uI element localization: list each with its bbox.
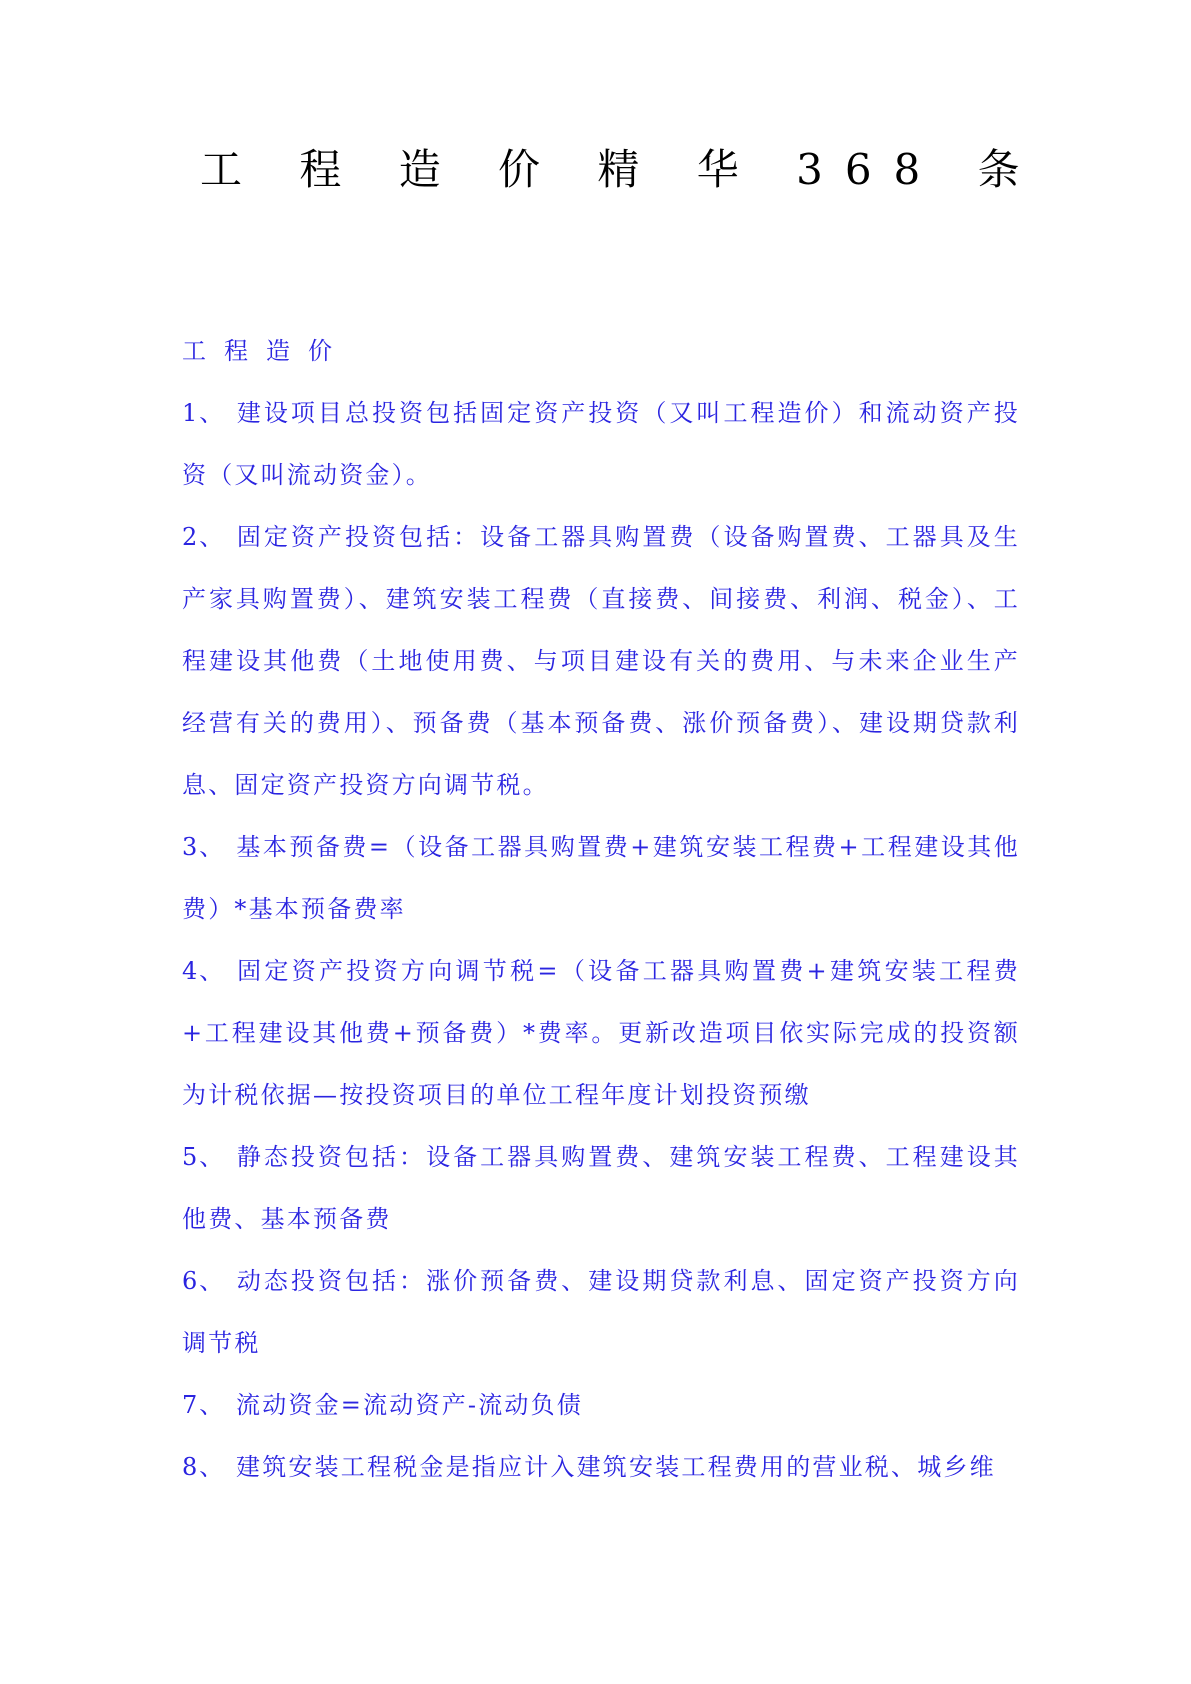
item-text: 基本预备费=（设备工器具购置费+建筑安装工程费+工程建设其他费）*基本预备费率 bbox=[182, 833, 1020, 923]
item-text: 动态投资包括：涨价预备费、建设期贷款利息、固定资产投资方向调节税 bbox=[182, 1267, 1020, 1357]
list-item bbox=[182, 382, 1020, 506]
item-number: 1、 bbox=[182, 399, 226, 427]
list-item bbox=[182, 1436, 1020, 1498]
item-text: 流动资金=流动资产-流动负债 bbox=[236, 1391, 584, 1419]
list-item bbox=[182, 816, 1020, 940]
document-title: 工 程 造 价 精 华 368 条 bbox=[200, 145, 1042, 194]
item-text: 静态投资包括：设备工器具购置费、建筑安装工程费、工程建设其他费、基本预备费 bbox=[182, 1143, 1020, 1233]
item-number: 6、 bbox=[182, 1267, 226, 1295]
list-item bbox=[182, 1374, 1020, 1436]
list-item bbox=[182, 506, 1020, 816]
list-item bbox=[182, 1126, 1020, 1250]
document-body bbox=[182, 320, 1020, 1498]
item-text: 固定资产投资方向调节税=（设备工器具购置费+建筑安装工程费+工程建设其他费+预备费）*费率。更新改造项目依实际完成的投资额为计税依据—按投资项目的单位工程年度计划投资预缴 bbox=[182, 957, 1020, 1109]
list-item bbox=[182, 940, 1020, 1126]
item-text: 建筑安装工程税金是指应计入建筑安装工程费用的营业税、城乡维 bbox=[236, 1453, 996, 1481]
item-number: 7、 bbox=[182, 1391, 226, 1419]
item-text: 建设项目总投资包括固定资产投资（又叫工程造价）和流动资产投资（又叫流动资金）。 bbox=[182, 399, 1020, 489]
item-number: 3、 bbox=[182, 833, 226, 861]
item-number: 8、 bbox=[182, 1453, 226, 1481]
item-number: 5、 bbox=[182, 1143, 226, 1171]
item-number: 2、 bbox=[182, 523, 226, 551]
list-item bbox=[182, 1250, 1020, 1374]
item-number: 4、 bbox=[182, 957, 226, 985]
section-heading: 工程造价 bbox=[182, 337, 350, 365]
item-text: 固定资产投资包括：设备工器具购置费（设备购置费、工器具及生产家具购置费）、建筑安装工程费（直接费、间接费、利润、税金）、工程建设其他费（土地使用费、与项目建设有关的费用、与未来企业生产经营有关的费用）、预备费（基本预备费、涨价预备费）、建设期贷款利息、固定资产投资方向调节税。 bbox=[182, 523, 1020, 799]
